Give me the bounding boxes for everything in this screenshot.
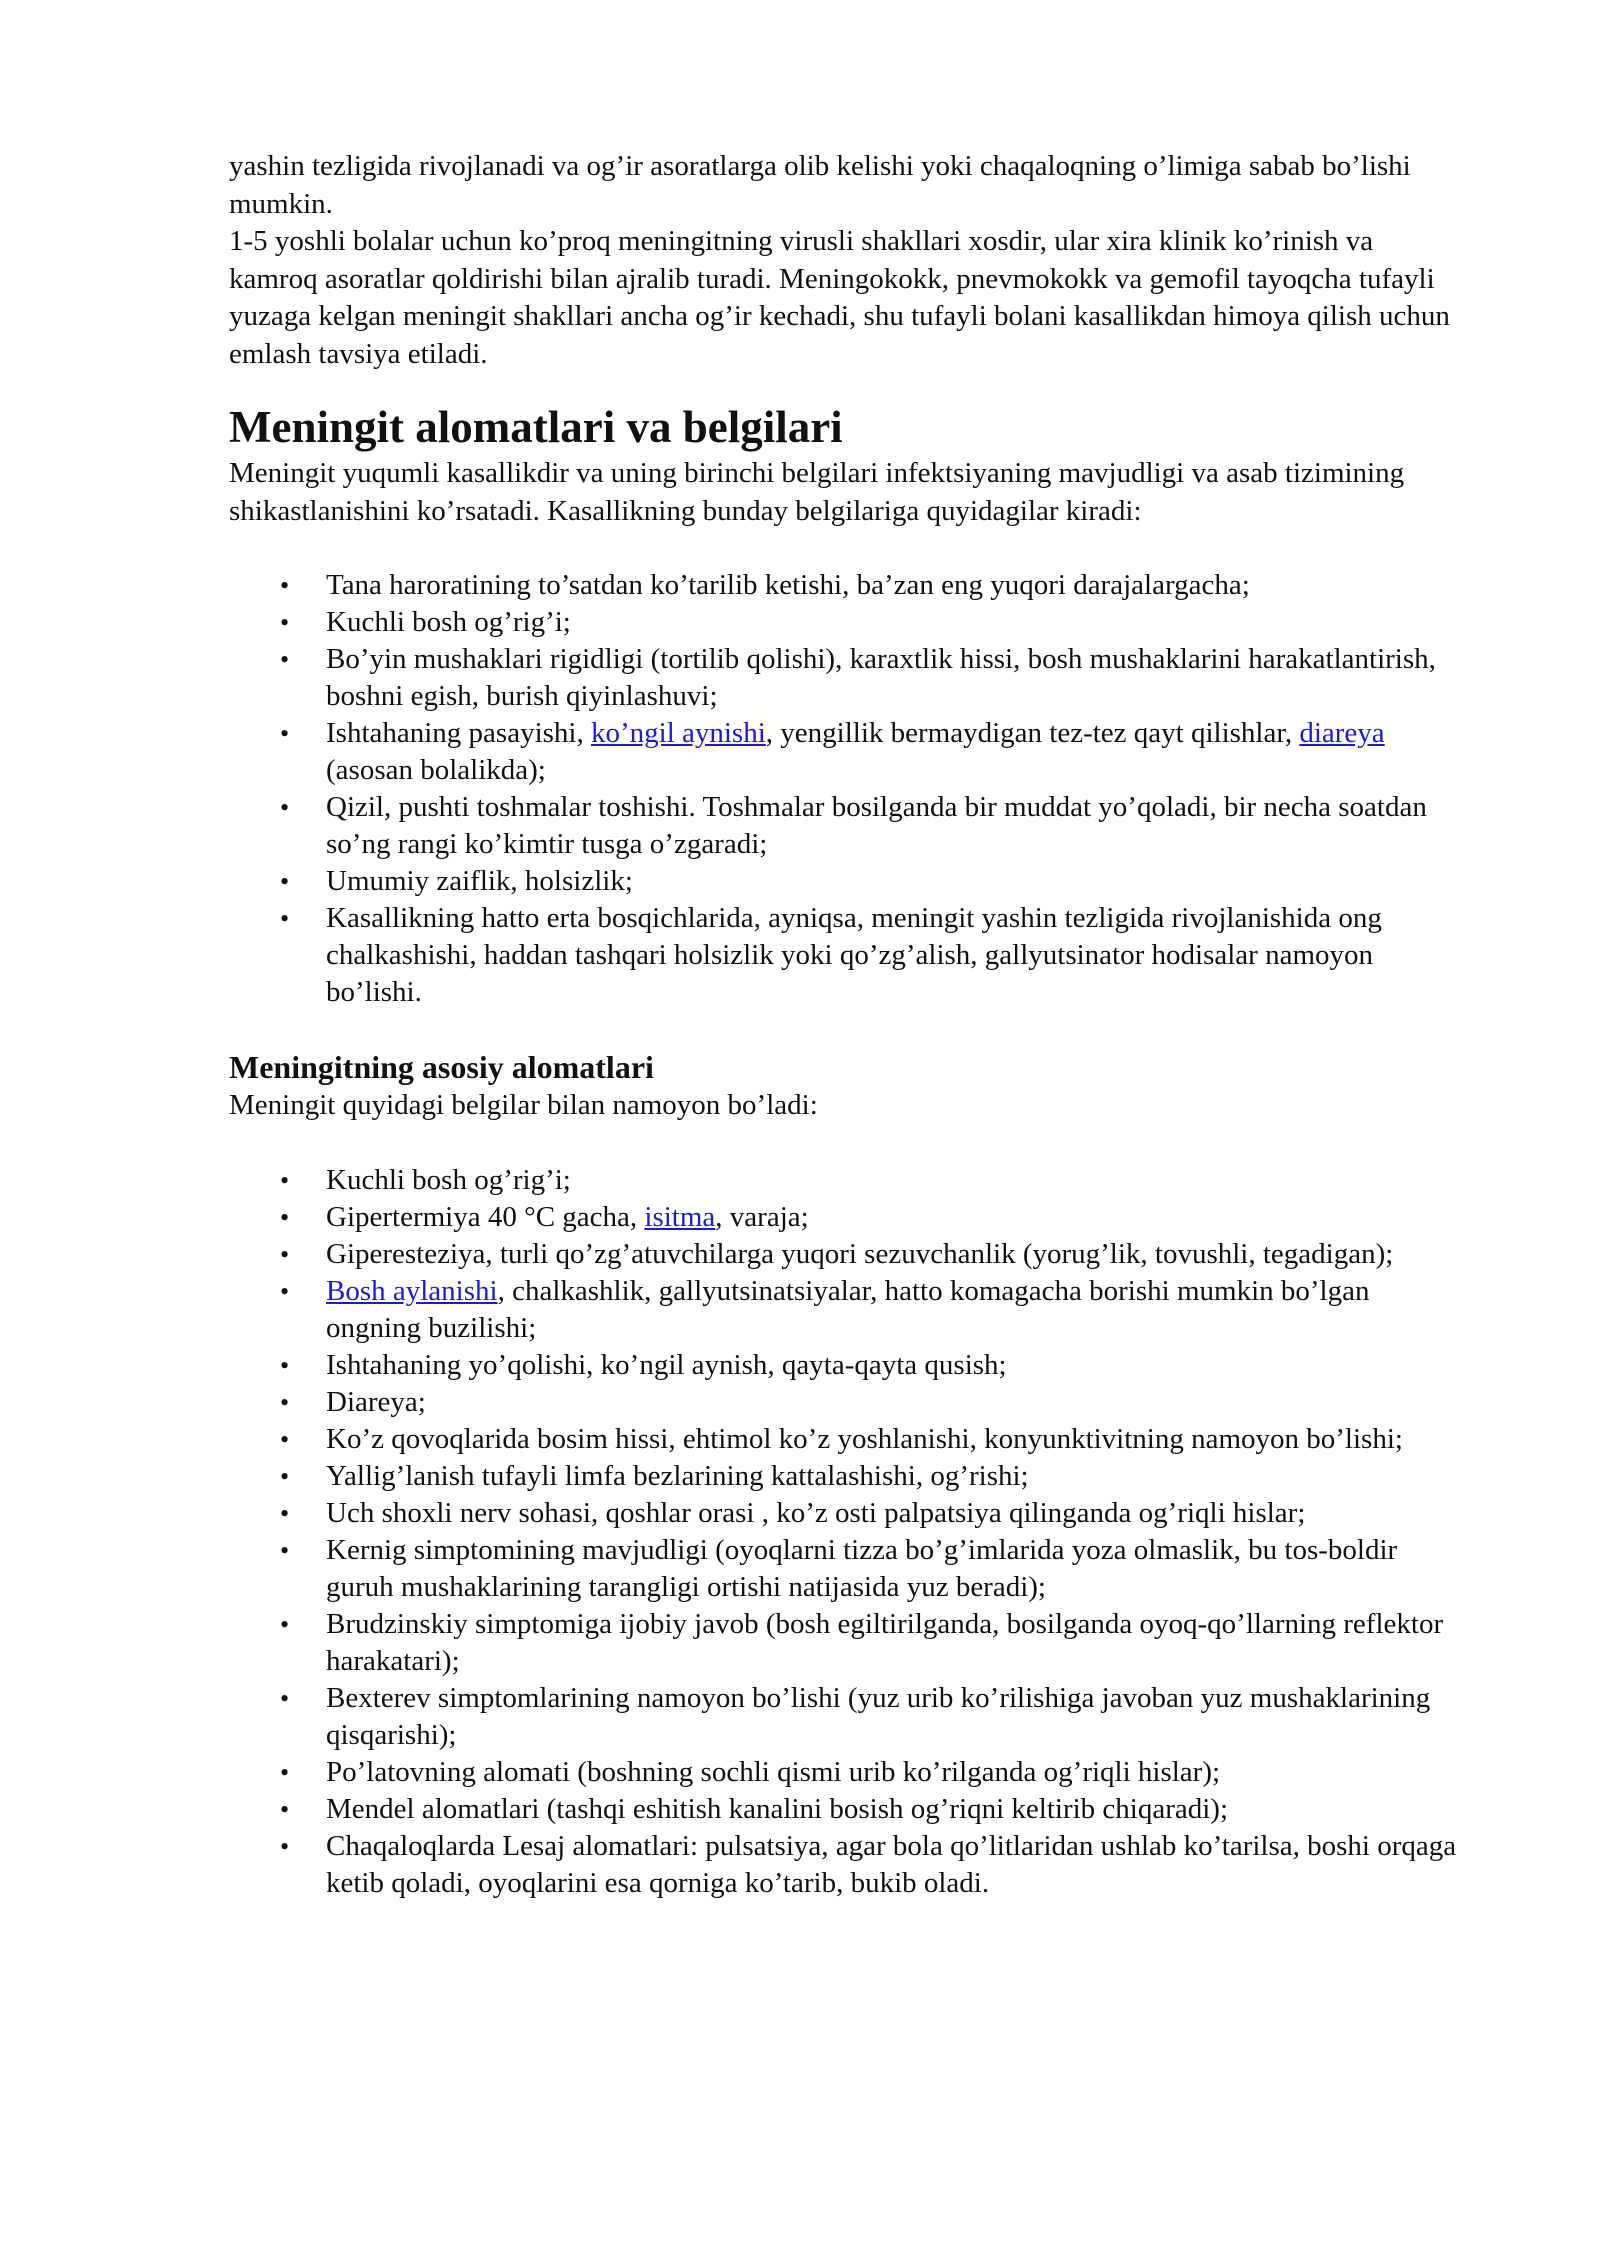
- list-item-text: Tana haroratining to’satdan ko’tarilib ketishi, ba’zan eng yuqori darajalargacha;: [326, 569, 1250, 601]
- section1-bullet-list: [229, 567, 1460, 1011]
- list-item-text: Giperesteziya, turli qo’zg’atuvchilarga yuqori sezuvchanlik (yorug’lik, tovushli, tegadigan);: [326, 1237, 1394, 1270]
- bullet-icon: •: [280, 1831, 290, 1861]
- list-item: [229, 900, 1460, 1011]
- list-item-text-before: Gipertermiya 40 °C gacha,: [326, 1200, 645, 1233]
- list-item-text: Ko’z qovoqlarida bosim hissi, ehtimol ko’z yoshlanishi, konyunktivitning namoyon bo’lishi;: [326, 1422, 1403, 1455]
- list-item-text: Kernig simptomining mavjudligi (oyoqlarni tizza bo’g’imlarida yoza olmaslik, bu tos-boldir guruh mushaklarining tarangligi ortishi natijasida yuz beradi);: [326, 1533, 1398, 1603]
- bullet-icon: •: [280, 1239, 290, 1269]
- list-item: [229, 604, 1460, 641]
- bullet-icon: •: [280, 1609, 290, 1639]
- list-item: [229, 1754, 1460, 1791]
- list-item-text: Diareya;: [326, 1385, 426, 1418]
- list-item-text: Kasallikning hatto erta bosqichlarida, ayniqsa, meningit yashin tezligida rivojlanishida ong chalkashishi, haddan tashqari holsizlik yoki qo’zg’alish, gallyutsinator hodisalar namoyon bo’lishi.: [326, 902, 1382, 1008]
- list-item: [229, 1199, 1460, 1236]
- list-item: [229, 1791, 1460, 1828]
- list-item-text: Bexterev simptomlarining namoyon bo’lishi (yuz urib ko’rilishiga javoban yuz mushaklarining qisqarishi);: [326, 1681, 1431, 1751]
- list-item-text: Brudzinskiy simptomiga ijobiy javob (bosh egiltirilganda, bosilganda oyoq-qo’llarning reflektor harakatari);: [326, 1607, 1444, 1677]
- bullet-icon: •: [280, 1350, 290, 1380]
- list-item: [229, 1162, 1460, 1199]
- list-item: [229, 789, 1460, 863]
- bullet-icon: •: [280, 1535, 290, 1565]
- list-item: [229, 641, 1460, 715]
- list-item: [229, 1236, 1460, 1273]
- diarrhea-link[interactable]: diareya: [1299, 717, 1385, 749]
- bullet-icon: •: [280, 608, 290, 637]
- list-item-text: Kuchli bosh og’rig’i;: [326, 606, 571, 638]
- bullet-icon: •: [280, 1757, 290, 1787]
- list-item: [229, 1347, 1460, 1384]
- list-item-text-before: Ishtahaning pasayishi,: [326, 717, 591, 749]
- section2-bullet-list: [229, 1162, 1460, 1902]
- bullet-icon: •: [280, 1276, 290, 1306]
- list-item: [229, 1384, 1460, 1421]
- bullet-icon: •: [280, 719, 290, 748]
- list-item: [229, 1680, 1460, 1754]
- section1-intro-paragraph: Meningit yuqumli kasallikdir va uning birinchi belgilari infektsiyaning mavjudligi va asab tizimining shikastlanishini ko’rsatadi. Kasallikning bunday belgilariga quyidagilar kiradi:: [229, 457, 1405, 527]
- list-item-text: Uch shoxli nerv sohasi, qoshlar orasi , ko’z osti palpatsiya qilinganda og’riqli hislar;: [326, 1496, 1306, 1529]
- bullet-icon: •: [280, 645, 290, 674]
- bullet-icon: •: [280, 1424, 290, 1454]
- list-item-text: Kuchli bosh og’rig’i;: [326, 1163, 571, 1196]
- list-item-text: Chaqaloqlarda Lesaj alomatlari: pulsatsiya, agar bola qo’litlaridan ushlab ko’tarilsa, boshi orqaga ketib qoladi, oyoqlarini esa qorniga ko’tarib, bukib oladi.: [326, 1829, 1457, 1899]
- list-item-text: Ishtahaning yo’qolishi, ko’ngil aynish, qayta-qayta qusish;: [326, 1348, 1007, 1381]
- bullet-icon: •: [280, 1202, 290, 1232]
- section-heading-symptoms-and-signs: Meningit alomatlari va belgilari: [229, 402, 843, 452]
- list-item-text-after: (asosan bolalikda);: [326, 754, 546, 786]
- bullet-icon: •: [280, 904, 290, 933]
- bullet-icon: •: [280, 1794, 290, 1824]
- viral-forms-paragraph: 1-5 yoshli bolalar uchun ko’proq meningitning virusli shakllari xosdir, ular xira klinik ko’rinish va kamroq asoratlar qoldirishi bilan ajralib turadi. Meningokokk, pnevmokokk va gemofil tayoqcha tufayli yuzaga kelgan meningit shakllari ancha og’ir kechadi, shu tufayli bolani kasallikdan himoya qilish uchun emlash tavsiya etiladi.: [229, 225, 1450, 370]
- list-item-text: Yallig’lanish tufayli limfa bezlarining kattalashishi, og’rishi;: [326, 1459, 1029, 1492]
- intro-continuation-paragraph: yashin tezligida rivojlanadi va og’ir asoratlarga olib kelishi yoki chaqaloqning o’limiga sabab bo’lishi mumkin.: [229, 150, 1411, 220]
- bullet-icon: •: [280, 867, 290, 896]
- list-item: [229, 1495, 1460, 1532]
- fever-link[interactable]: isitma: [644, 1200, 716, 1233]
- nausea-link[interactable]: ko’ngil aynishi: [590, 717, 766, 749]
- list-item-text-after: , chalkashlik, gallyutsinatsiyalar, hatto komagacha borishi mumkin bo’lgan ongning buzilishi;: [326, 1274, 1370, 1344]
- bullet-icon: •: [280, 1387, 290, 1417]
- bullet-icon: •: [280, 1683, 290, 1713]
- list-item-text: Po’latovning alomati (boshning sochli qismi urib ko’rilganda og’riqli hislar);: [326, 1755, 1221, 1788]
- section-heading-main-symptoms: Meningitning asosiy alomatlari: [229, 1049, 654, 1085]
- list-item: [229, 567, 1460, 604]
- bullet-icon: •: [280, 1498, 290, 1528]
- list-item-text: Bo’yin mushaklari rigidligi (tortilib qolishi), karaxtlik hissi, bosh mushaklarini harakatlantirish, boshni egish, burish qiyinlashuvi;: [326, 643, 1436, 712]
- list-item: [229, 1532, 1460, 1606]
- list-item-text: Qizil, pushti toshmalar toshishi. Toshmalar bosilganda bir muddat yo’qoladi, bir necha soatdan so’ng rangi ko’kimtir tusga o’zgaradi;: [326, 791, 1427, 860]
- list-item: [229, 1421, 1460, 1458]
- dizziness-link[interactable]: Bosh aylanishi: [326, 1274, 498, 1307]
- list-item: [229, 863, 1460, 900]
- bullet-icon: •: [280, 1165, 290, 1195]
- list-item: [229, 1828, 1460, 1902]
- section2-intro-paragraph: Meningit quyidagi belgilar bilan namoyon bo’ladi:: [229, 1089, 818, 1121]
- list-item: [229, 715, 1460, 789]
- list-item-text-after: , varaja;: [715, 1200, 809, 1233]
- list-item-text: Umumiy zaiflik, holsizlik;: [326, 865, 633, 897]
- list-item-text-middle: , yengillik bermaydigan tez-tez qayt qilishlar,: [765, 717, 1300, 749]
- bullet-icon: •: [280, 571, 290, 600]
- list-item: [229, 1273, 1460, 1347]
- list-item: [229, 1606, 1460, 1680]
- list-item: [229, 1458, 1460, 1495]
- bullet-icon: •: [280, 793, 290, 822]
- bullet-icon: •: [280, 1461, 290, 1491]
- list-item-text: Mendel alomatlari (tashqi eshitish kanalini bosish og’riqni keltirib chiqaradi);: [326, 1792, 1229, 1825]
